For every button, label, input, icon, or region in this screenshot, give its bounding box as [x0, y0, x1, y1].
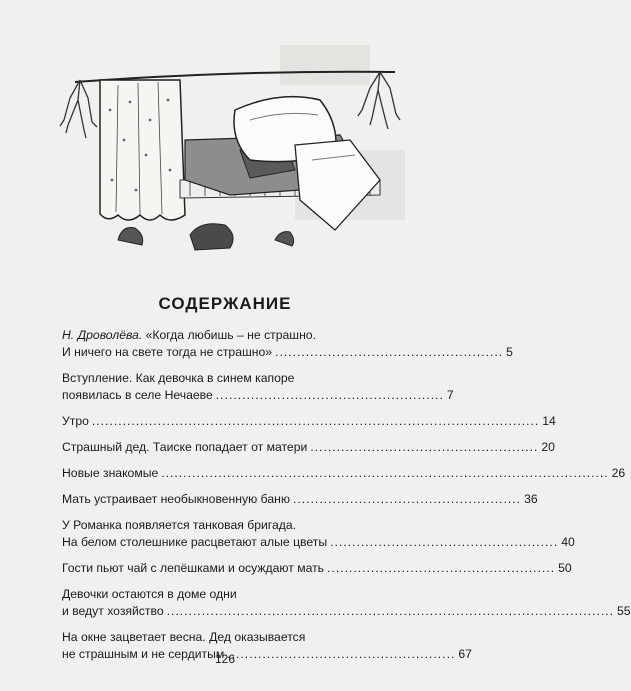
toc-leader-dots: .................................................... — [330, 535, 559, 549]
toc-entry[interactable] — [62, 413, 556, 430]
toc-entry-line — [62, 534, 575, 551]
toc-entry-text: Страшный дед. Таиске попадает от матери — [62, 440, 308, 454]
toc-entry-line — [62, 491, 538, 508]
toc-entry[interactable] — [62, 491, 538, 508]
toc-entry-line — [62, 586, 414, 603]
toc-leader-dots: .................................................... — [215, 388, 444, 402]
toc-entry-text: И ничего на свете тогда не страшно» — [62, 345, 273, 359]
toc-page-number: 26 — [611, 466, 626, 480]
toc-leader-dots: .................................................... — [275, 345, 504, 359]
toc-page-number: 36 — [524, 492, 538, 506]
page-number: 126 — [214, 652, 236, 666]
toc-leader-dots: .................................................... — [310, 440, 539, 454]
toc-entry-text: Вступление. Как девочка в синем капоре — [62, 371, 295, 385]
toc-entry-line — [62, 439, 555, 456]
laundry-line-illustration-icon — [50, 30, 420, 270]
toc-entry[interactable] — [62, 560, 572, 577]
toc-author: Н. Дроволёва. — [62, 328, 143, 342]
toc-entry[interactable] — [62, 586, 631, 620]
toc-leader-dots: .................................................... — [227, 647, 456, 661]
toc-entry-text: Утро — [62, 414, 89, 428]
toc-entry-text: Девочки остаются в доме одни — [62, 587, 237, 601]
toc-page-number: 67 — [458, 647, 472, 661]
toc-entry[interactable] — [62, 465, 626, 482]
toc-entry-text: На окне зацветает весна. Дед оказывается — [62, 630, 306, 644]
toc-entry[interactable] — [62, 517, 575, 551]
toc-page-number: 5 — [506, 345, 513, 359]
table-of-contents — [62, 327, 631, 672]
toc-page-number: 7 — [446, 388, 454, 402]
toc-page-number: 50 — [558, 561, 572, 575]
toc-leader-dots: ...................................................................................................... — [161, 466, 609, 480]
toc-entry-line — [62, 370, 414, 387]
toc-entry[interactable] — [62, 370, 454, 404]
toc-page-number: 55 — [617, 604, 631, 618]
toc-entry-text: На белом столешнике расцветают алые цветы — [62, 535, 328, 549]
toc-entry-text: «Когда любишь – не страшно. — [145, 328, 316, 342]
toc-entry-text: Новые знакомые — [62, 466, 159, 480]
toc-entry-text: появилась в селе Нечаеве — [62, 388, 213, 402]
toc-page-number: 20 — [541, 440, 555, 454]
toc-page-number: 40 — [561, 535, 575, 549]
toc-entry-line — [62, 413, 556, 430]
toc-entry-line — [62, 517, 414, 534]
toc-entry-line — [62, 327, 414, 344]
toc-entry-text: и ведут хозяйство — [62, 604, 164, 618]
toc-entry-line — [62, 560, 572, 577]
toc-leader-dots: .................................................... — [293, 492, 522, 506]
toc-entry-text: У Романка появляется танковая бригада. — [62, 518, 297, 532]
toc-leader-dots: ...................................................................................................... — [166, 604, 614, 618]
toc-page-number: 14 — [542, 414, 556, 428]
toc-leader-dots: .................................................... — [327, 561, 556, 575]
toc-entry-line — [62, 629, 414, 646]
toc-entry[interactable] — [62, 327, 513, 361]
toc-entry-line — [62, 344, 513, 361]
toc-entry-text: Гости пьют чай с лепёшками и осуждают мать — [62, 561, 325, 575]
toc-entry-line — [62, 603, 631, 620]
toc-entry-line — [62, 465, 626, 482]
toc-entry-line — [62, 387, 454, 404]
page-title: СОДЕРЖАНИЕ — [158, 294, 292, 313]
toc-entry-text: Мать устраивает необыкновенную баню — [62, 492, 290, 506]
toc-leader-dots: ...................................................................................................... — [91, 414, 540, 428]
toc-entry-text: не страшным и не сердитым — [62, 647, 225, 661]
toc-entry[interactable] — [62, 439, 555, 456]
